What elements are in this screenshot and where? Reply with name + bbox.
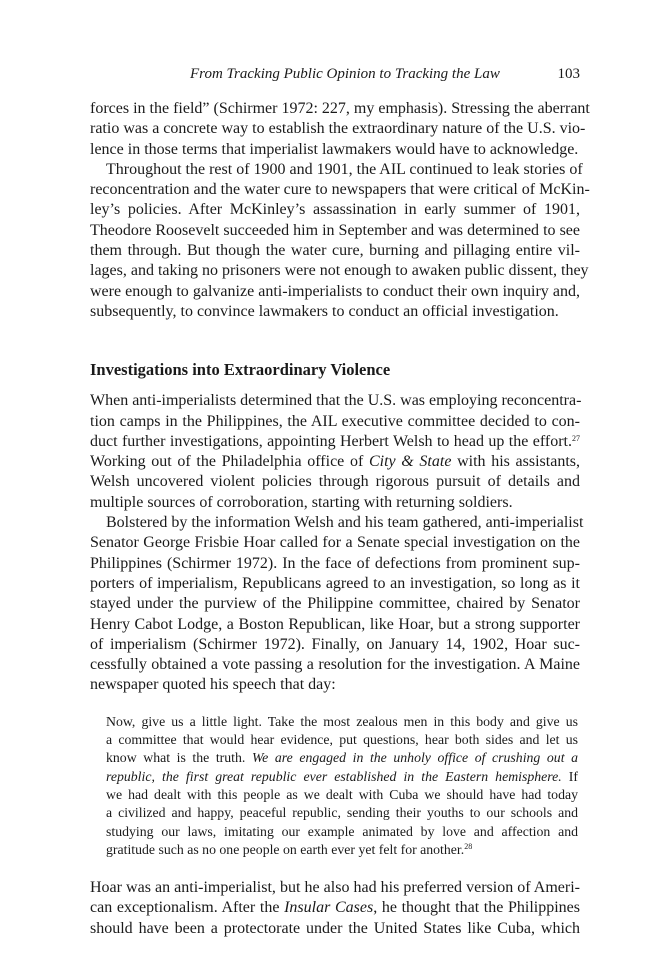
text-run: know what is the truth. (106, 750, 252, 766)
text-line: ley’s policies. After McKinley’s assassination in early summer of 1901, (90, 201, 580, 219)
quote-line: studying our laws, imitating our example animated by love and affection and (106, 823, 578, 839)
text-line: Throughout the rest of 1900 and 1901, the AIL continued to leak stories of (106, 160, 583, 178)
paragraph (90, 513, 584, 696)
text-line: newspaper quoted his speech that day: (90, 676, 336, 694)
quote-line (106, 841, 578, 859)
text-line: Henry Cabot Lodge, a Boston Republican, like Hoar, but a strong supporter (90, 615, 580, 633)
italic-emphasis: republic, the first great republic ever established in the Eastern hemisphere. (106, 768, 562, 784)
paragraph (90, 391, 580, 513)
text-line: Welsh uncovered violent policies through rigorous pursuit of details and (90, 473, 580, 491)
quote-line: a civilized and happy, peaceful republic, sending their youths to our schools and (106, 805, 578, 821)
page-number: 103 (557, 66, 580, 82)
text-line: Philippines (Schirmer 1972). In the face of defections from prominent sup- (90, 554, 580, 572)
text-run: , he thought that the Philippines (373, 899, 581, 917)
text-line: of imperialism (Schirmer 1972). Finally, on January 14, 1902, Hoar suc- (90, 635, 580, 653)
text-run: with his assistants, (451, 453, 581, 471)
quote-line: we had dealt with this people as we dealt with Cuba we should have had today (106, 786, 578, 802)
paragraph-continued (90, 99, 590, 160)
text-line: lages, and taking no prisoners were not enough to awaken public dissent, they (90, 262, 589, 280)
text-line: subsequently, to convince lawmakers to conduct an official investigation. (90, 302, 559, 320)
text-line: Theodore Roosevelt succeeded him in September and was determined to see (90, 221, 580, 239)
text-line: them through. But though the water cure, burning and pillaging entire vil- (90, 242, 580, 260)
book-page (90, 0, 590, 975)
text-run: duct further investigations, appointing Herbert Welsh to head up the effort. (90, 432, 572, 450)
running-title: From Tracking Public Opinion to Tracking the Law (190, 66, 500, 82)
quote-line: a committee that would hear evidence, put questions, hear both sides and let us (106, 732, 578, 748)
italic-title: Insular Cases (284, 899, 374, 917)
text-run: If (561, 768, 579, 784)
quote-line (106, 768, 578, 786)
italic-emphasis: We are engaged in the unholy office of crushing out a (251, 750, 579, 766)
block-quote (106, 713, 578, 859)
quote-line: Now, give us a little light. Take the most zealous men in this body and give us (106, 713, 578, 729)
text-line: cessfully obtained a vote passing a resolution for the investigation. A Maine (90, 656, 580, 674)
text-line (90, 452, 580, 472)
text-line: forces in the field” (Schirmer 1972: 227, my emphasis). Stressing the aberrant (90, 100, 590, 117)
text-line: When anti-imperialists determined that the U.S. was employing reconcentra- (90, 392, 582, 410)
text-line: should have been a protectorate under the United States like Cuba, which (90, 919, 580, 937)
running-head (90, 66, 580, 86)
text-line: reconcentration and the water cure to newspapers that were critical of McKin- (90, 181, 590, 199)
text-line: ratio was a concrete way to establish the extraordinary nature of the U.S. vio- (90, 120, 586, 138)
text-line (90, 432, 580, 452)
paragraph (90, 160, 590, 322)
text-run: gratitude such as no one people on earth ever yet felt for another. (106, 841, 465, 857)
text-line: stayed under the purview of the Philippine committee, chaired by Senator (90, 595, 580, 613)
section-heading: Investigations into Extraordinary Violence (90, 360, 391, 380)
footnote-ref: 27 (572, 433, 580, 443)
text-line: multiple sources of corroboration, starting with returning soldiers. (90, 493, 513, 511)
text-run: can exceptionalism. After the (90, 899, 285, 917)
text-line: Hoar was an anti-imperialist, but he also had his preferred version of Ameri- (90, 879, 580, 897)
italic-title: City & State (368, 453, 452, 471)
text-line: lence in those terms that imperialist lawmakers would have to acknowledge. (90, 140, 579, 158)
text-line: Senator George Frisbie Hoar called for a Senate special investigation on the (90, 534, 580, 552)
footnote-ref: 28 (464, 841, 473, 851)
text-run: Working out of the Philadelphia office of (90, 453, 369, 471)
body-text (90, 99, 590, 939)
text-line: porters of imperialism, Republicans agreed to an investigation, so long as it (90, 574, 580, 592)
text-line: were enough to galvanize anti-imperialists to conduct their own inquiry and, (90, 282, 580, 300)
text-line (90, 898, 580, 918)
text-line: Bolstered by the information Welsh and his team gathered, anti-imperialist (106, 514, 584, 532)
paragraph (90, 878, 580, 939)
quote-line (106, 749, 578, 767)
text-line: tion camps in the Philippines, the AIL executive committee decided to con- (90, 412, 580, 430)
